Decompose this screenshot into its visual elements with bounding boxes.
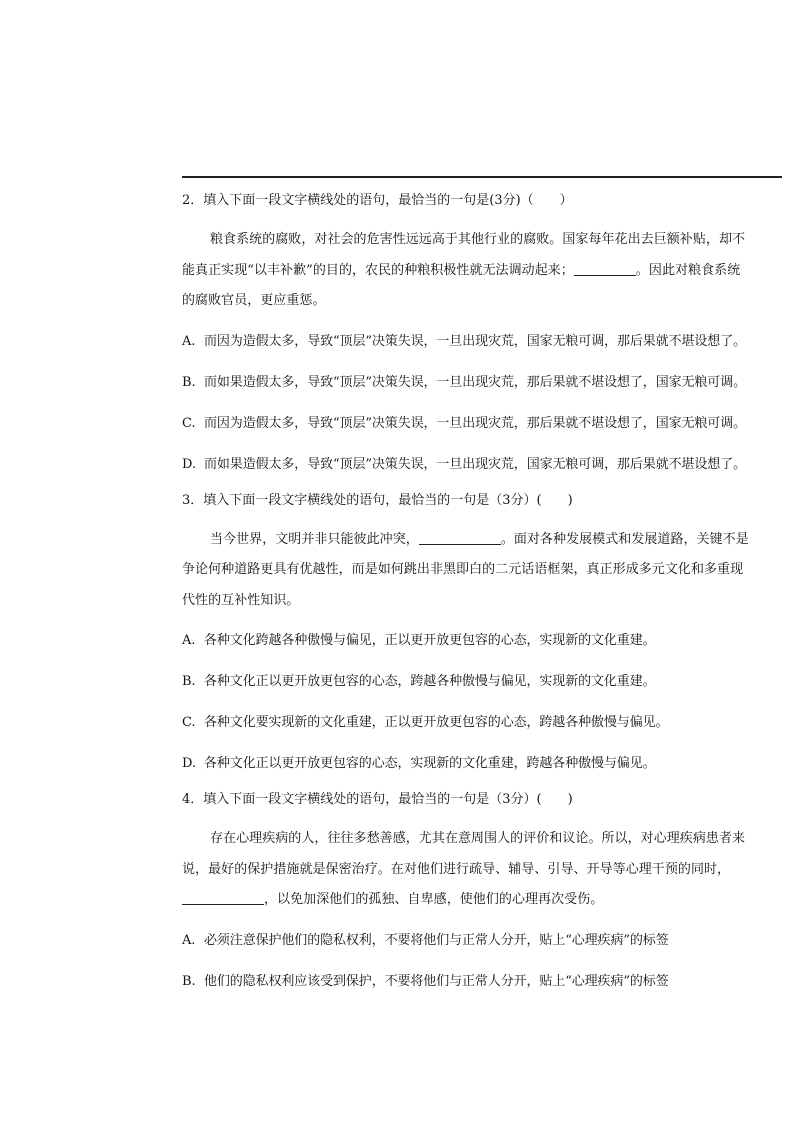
option-text: 各种文化正以更开放更包容的心态，实现新的文化重建，跨越各种傲慢与偏见。 bbox=[204, 756, 656, 771]
header-rule bbox=[182, 176, 782, 178]
question-passage bbox=[182, 824, 788, 916]
passage-line bbox=[182, 256, 788, 287]
question-3 bbox=[182, 486, 788, 786]
option-text: 各种文化要实现新的文化重建，正以更开放更包容的心态，跨越各种傲慢与偏见。 bbox=[204, 715, 669, 730]
option-text: 而因为造假太多，导致“顶层”决策失误，一旦出现灾荒，那后果就不堪设想了，国家无粮可调。 bbox=[204, 415, 746, 431]
passage-line: 的腐败官员，更应重惩。 bbox=[182, 293, 326, 308]
option-letter: A. bbox=[182, 333, 196, 349]
passage-text: 。因此对粮食系统 bbox=[635, 262, 741, 278]
option-text: 各种文化跨越各种傲慢与偏见，正以更开放更包容的心态，实现新的文化重建。 bbox=[204, 633, 656, 648]
option-b[interactable] bbox=[182, 962, 788, 1003]
option-letter: B. bbox=[182, 374, 196, 390]
passage-line: 粮食系统的腐败，对社会的危害性远远高于其他行业的腐败。国家每年花出去巨额补贴，却不 bbox=[210, 232, 746, 247]
question-4 bbox=[182, 785, 788, 1003]
option-text: 他们的隐私权利应该受到保护，不要将他们与正常人分开，贴上“心理疾病”的标签 bbox=[204, 973, 669, 989]
answer-blank bbox=[574, 261, 636, 276]
option-a[interactable] bbox=[182, 621, 788, 662]
option-d[interactable] bbox=[182, 445, 788, 486]
option-c[interactable] bbox=[182, 703, 788, 744]
option-text: 而因为造假太多，导致“顶层”决策失误，一旦出现灾荒，国家无粮可调，那后果就不堪设想了。 bbox=[204, 333, 746, 349]
passage-line: 争论何种道路更具有优越性，而是如何跳出非黑即白的二元话语框架，真正形成多元文化和多重现 bbox=[182, 562, 744, 577]
passage-line bbox=[182, 525, 788, 556]
option-b[interactable] bbox=[182, 662, 788, 703]
answer-blank bbox=[182, 890, 264, 905]
question-passage bbox=[182, 225, 788, 317]
option-text: 而如果造假太多，导致“顶层”决策失误，一旦出现灾荒，国家无粮可调，那后果就不堪设想了。 bbox=[204, 456, 746, 472]
passage-line: 代性的互补性知识。 bbox=[182, 592, 300, 608]
option-letter: B. bbox=[182, 674, 196, 689]
option-letter: C. bbox=[182, 715, 196, 730]
option-d[interactable] bbox=[182, 744, 788, 785]
exam-content bbox=[182, 186, 788, 1003]
question-stem: 4．填入下面一段文字横线处的语句，最恰当的一句是（3分）( ) bbox=[182, 792, 573, 807]
question-stem: 2．填入下面一段文字横线处的语句，最恰当的一句是(3分)（ ） bbox=[182, 193, 573, 208]
option-letter: C. bbox=[182, 415, 196, 431]
option-c[interactable] bbox=[182, 404, 788, 445]
option-letter: A. bbox=[182, 932, 196, 948]
option-text: 各种文化正以更开放更包容的心态，跨越各种傲慢与偏见，实现新的文化重建。 bbox=[204, 674, 656, 689]
option-a[interactable] bbox=[182, 921, 788, 962]
option-letter: B. bbox=[182, 973, 196, 989]
question-stem: 3．填入下面一段文字横线处的语句，最恰当的一句是（3分）( ) bbox=[182, 492, 573, 508]
passage-line bbox=[182, 885, 788, 916]
option-letter: A. bbox=[182, 633, 196, 648]
option-text: 必须注意保护他们的隐私权利，不要将他们与正常人分开，贴上“心理疾病”的标签 bbox=[204, 932, 669, 948]
question-2 bbox=[182, 186, 788, 486]
question-passage bbox=[182, 525, 788, 617]
passage-text: ，以免加深他们的孤独、自卑感，使他们的心理再次受伤。 bbox=[264, 892, 604, 907]
option-letter: D. bbox=[182, 756, 196, 771]
option-text: 而如果造假太多，导致“顶层”决策失误，一旦出现灾荒，那后果就不堪设想了，国家无粮可调。 bbox=[204, 374, 746, 390]
passage-line: 存在心理疾病的人，往往多愁善感，尤其在意周围人的评价和议论。所以，对心理疾病患者来 bbox=[210, 831, 746, 846]
passage-text: 能真正实现“以丰补歉”的目的，农民的种粮积极性就无法调动起来； bbox=[182, 262, 574, 278]
passage-text: 。面对各种发展模式和发展道路，关键不是 bbox=[500, 531, 749, 547]
option-a[interactable] bbox=[182, 322, 788, 363]
answer-blank bbox=[419, 530, 501, 545]
passage-text: 当今世界，文明并非只能彼此冲突， bbox=[210, 531, 419, 547]
option-b[interactable] bbox=[182, 363, 788, 404]
passage-line: 说，最好的保护措施就是保密治疗。在对他们进行疏导、辅导、引导、开导等心理干预的同时， bbox=[182, 861, 731, 877]
option-letter: D. bbox=[182, 456, 196, 472]
